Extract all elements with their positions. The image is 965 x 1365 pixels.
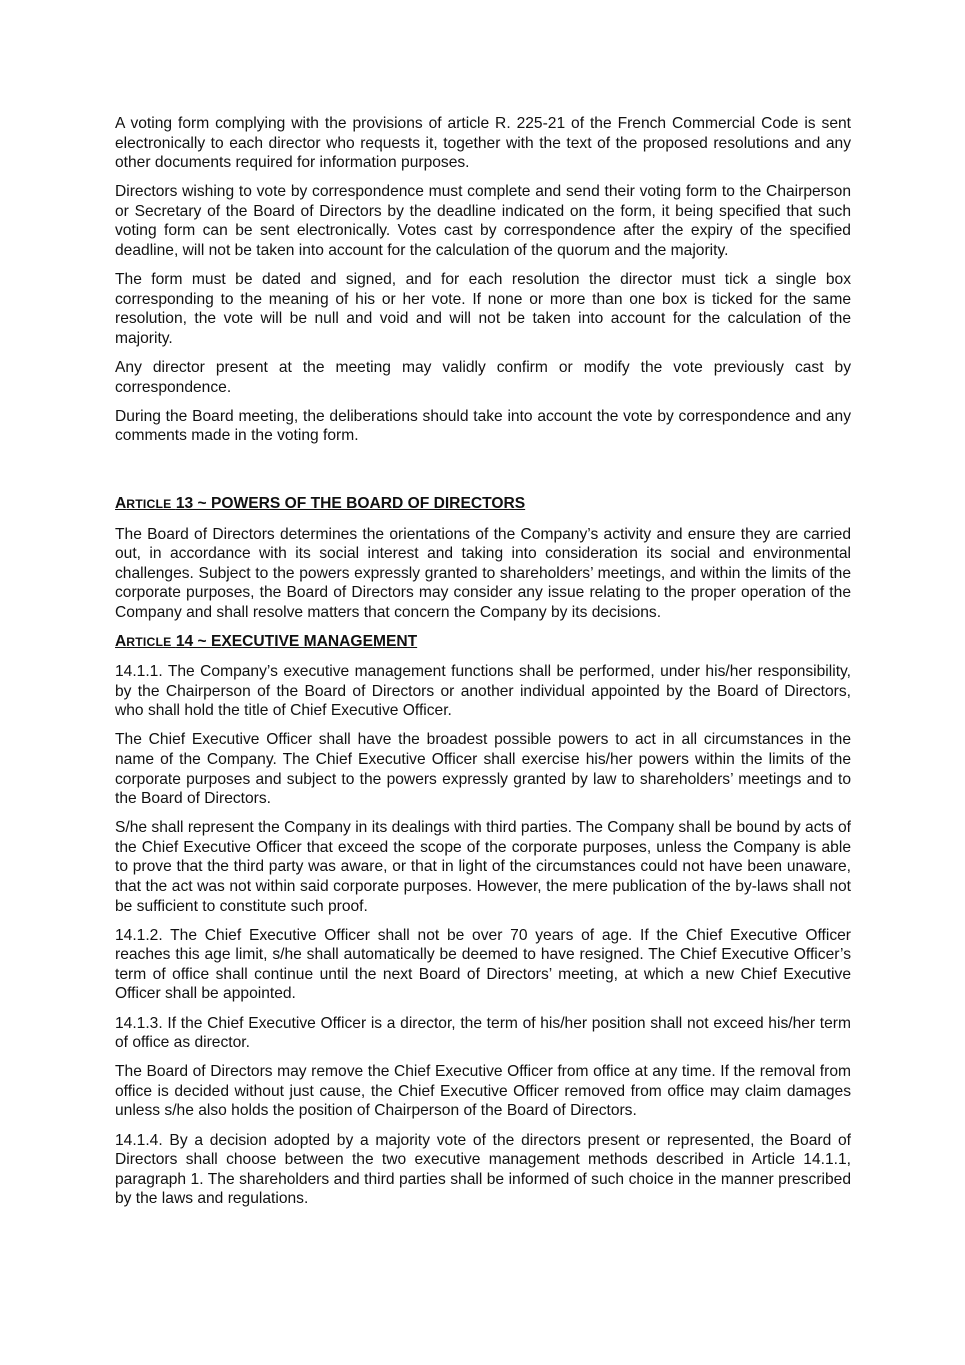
article-13-title: 13 ~ POWERS OF THE BOARD OF DIRECTORS (175, 495, 526, 513)
article-14-paragraph-1: 14.1.1. The Company’s executive management functions shall be performed, under his/her responsibility, by the Chairperson of the Board of Directors or another individual appointed by the Board of Directors, who shall hold the title of Chief Executive Officer. (115, 663, 851, 720)
intro-paragraph-3: The form must be dated and signed, and for each resolution the director must tick a single box corresponding to the meaning of his or her vote. If none or more than one box is ticked for the same resolution, the vote will be null and void and will not be taken into account for the calculation of the majority. (115, 271, 851, 347)
article-14-label-first: A (115, 632, 127, 650)
article-14-title: 14 ~ EXECUTIVE MANAGEMENT (175, 632, 418, 650)
document-page (115, 114, 851, 1218)
article-13-label-first: A (115, 495, 127, 513)
intro-paragraph-5: During the Board meeting, the deliberations should take into account the vote by correspondence and any comments made in the voting form. (115, 407, 851, 445)
article-14-heading (115, 632, 851, 653)
article-13-label-rest: RTICLE (126, 497, 172, 512)
intro-paragraph-1: A voting form complying with the provisions of article R. 225-21 of the French Commercial Code is sent electronically to each director who requests it, together with the text of the proposed resolutions and any other documents required for information purposes. (115, 115, 851, 172)
intro-paragraph-2: Directors wishing to vote by correspondence must complete and send their voting form to the Chairperson or Secretary of the Board of Directors by the deadline indicated on the form, it being specified that such voting form can be sent electronically. Votes cast by correspondence after the expiry of the specified deadline, will not be taken into account for the calculation of the quorum and the majority. (115, 183, 851, 260)
intro-paragraph-4: Any director present at the meeting may validly confirm or modify the vote previously cast by correspondence. (115, 359, 851, 396)
section-spacer (115, 455, 851, 494)
article-14-label-rest: RTICLE (126, 634, 172, 649)
article-14-paragraph-6: The Board of Directors may remove the Chief Executive Officer from office at any time. If the removal from office is decided without just cause, the Chief Executive Officer removed from office may claim damages unless s/he also holds the position of Chairperson of the Board of Directors. (115, 1063, 851, 1120)
article-14-paragraph-3: S/he shall represent the Company in its dealings with third parties. The Company shall be bound by acts of the Chief Executive Officer that exceed the scope of the corporate purposes, unless the Company is able to prove that the third party was aware, or that in light of the circumstances could not have been unaware, that the act was not within said corporate purposes. However, the mere publication of the by-laws shall not be sufficient to constitute such proof. (115, 819, 851, 915)
article-14-paragraph-4: 14.1.2. The Chief Executive Officer shall not be over 70 years of age. If the Chief Executive Officer reaches this age limit, s/he shall automatically be deemed to have resigned. The Chief Executive Officer’s term of office shall continue until the next Board of Directors’ meeting, at which a new Chief Executive Officer shall be appointed. (115, 926, 851, 1003)
article-13-paragraph-1: The Board of Directors determines the orientations of the Company’s activity and ensure they are carried out, in accordance with its social interest and taking into consideration its social and environmental challenges. Subject to the powers expressly granted to shareholders’ meetings, and within the limits of the corporate purposes, the Board of Directors may consider any issue relating to the proper operation of the Company and shall resolve matters that concern the Company by its decisions. (115, 525, 851, 621)
article-14-paragraph-7: 14.1.4. By a decision adopted by a majority vote of the directors present or represented, the Board of Directors shall choose between the two executive management methods described in Article 14.1.1, paragraph 1. The shareholders and third parties shall be informed of such choice in the manner prescribed by the laws and regulations. (115, 1131, 851, 1208)
article-14-paragraph-5: 14.1.3. If the Chief Executive Officer is a director, the term of his/her position shall not exceed his/her term of office as director. (115, 1014, 851, 1052)
article-14-paragraph-2: The Chief Executive Officer shall have the broadest possible powers to act in all circumstances in the name of the Company. The Chief Executive Officer shall exercise his/her powers within the limits of the corporate purposes and subject to the powers expressly granted by law to shareholders’ meetings and to the Board of Directors. (115, 731, 851, 808)
article-13-heading (115, 494, 851, 515)
